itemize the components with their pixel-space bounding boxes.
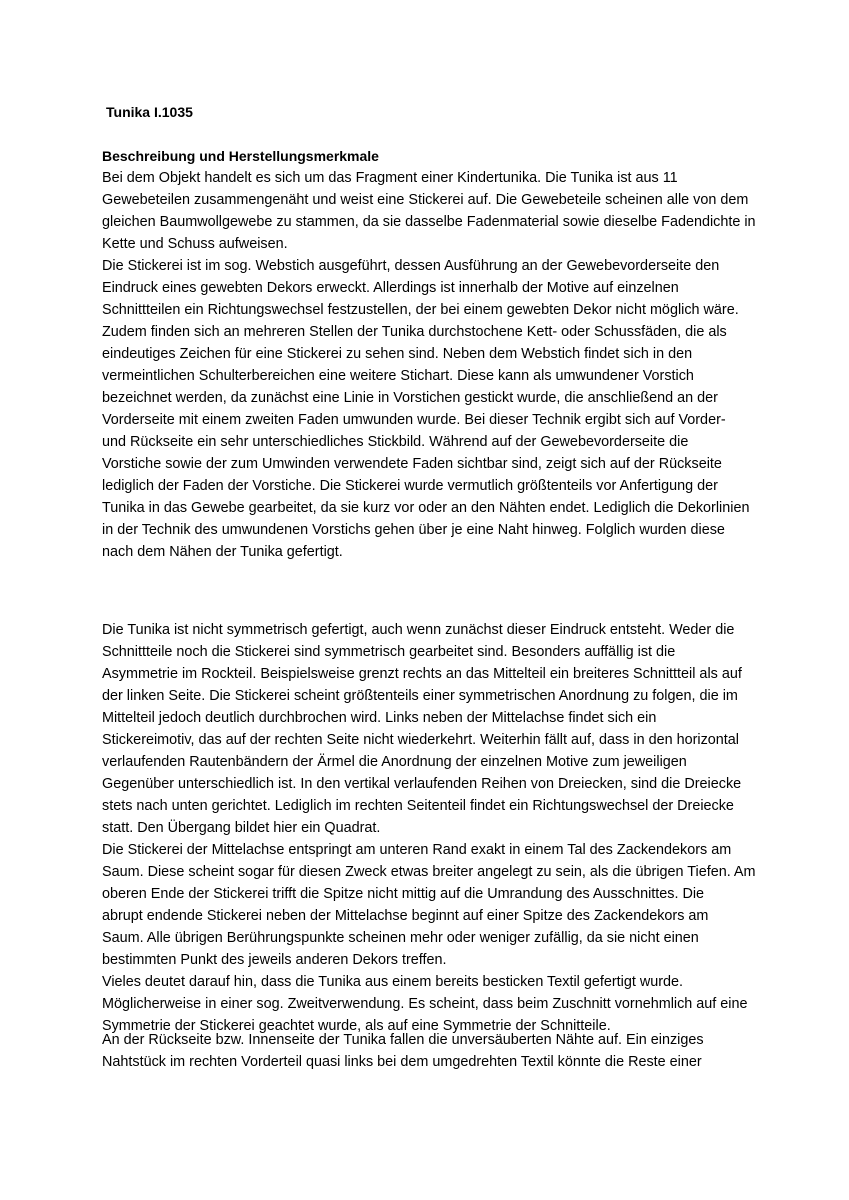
text-line: Gegenüber unterschiedlich ist. In den vertikal verlaufenden Reihen von Dreiecken, sind die Dreiecke — [102, 776, 742, 792]
text-line: Tunika in das Gewebe gearbeitet, da sie kurz vor oder an den Nähten endet. Lediglich die Dekorlinien — [102, 500, 750, 516]
text-line: Kette und Schuss aufweisen. — [102, 236, 288, 252]
text-line: Saum. Diese scheint sogar für diesen Zweck etwas breiter angelegt zu sein, als die übrigen Tiefen. Am — [102, 864, 756, 880]
text-line: Die Stickerei ist im sog. Webstich ausgeführt, dessen Ausführung an der Gewebevorderseite den — [102, 258, 720, 274]
text-line: Die Tunika ist nicht symmetrisch gefertigt, auch wenn zunächst dieser Eindruck entsteht. Weder die — [102, 622, 735, 638]
description-section — [102, 145, 762, 563]
text-line: Eindruck eines gewebten Dekors erweckt. Allerdings ist innerhalb der Motive auf einzelnen — [102, 280, 679, 296]
text-line: nach dem Nähen der Tunika gefertigt. — [102, 544, 343, 560]
text-line: Vorderseite mit einem zweiten Faden umwunden wurde. Bei dieser Technik ergibt sich auf Vorder- — [102, 412, 726, 428]
text-line: statt. Den Übergang bildet hier ein Quadrat. — [102, 820, 381, 836]
text-line: bezeichnet werden, da zunächst eine Linie in Vorstichen gestickt wurde, die anschließend an der — [102, 390, 718, 406]
text-line: lediglich der Faden der Vorstiche. Die Stickerei wurde vermutlich größtenteils vor Anfertigung der — [102, 478, 718, 494]
symmetry-section — [102, 619, 762, 1037]
text-line: verlaufenden Rautenbändern der Ärmel die Anordnung der einzelnen Motive zum jeweiligen — [102, 754, 687, 770]
text-line: Stickereimotiv, das auf der rechten Seite nicht wiederkehrt. Weiterhin fällt auf, dass in den horizontal — [102, 732, 739, 748]
text-line: Symmetrie der Stickerei geachtet wurde, als auf eine Symmetrie der Schnitteile. — [102, 1018, 611, 1034]
text-line: vermeintlichen Schulterbereichen eine weitere Stichart. Diese kann als umwundener Vorstich — [102, 368, 694, 384]
section-heading: Beschreibung und Herstellungsmerkmale — [102, 148, 379, 164]
text-line: abrupt endende Stickerei neben der Mittelachse beginnt auf einer Spitze des Zackendekors am — [102, 908, 709, 924]
text-line: An der Rückseite bzw. Innenseite der Tunika fallen die unversäuberten Nähte auf. Ein einziges — [102, 1032, 704, 1048]
text-line: Bei dem Objekt handelt es sich um das Fragment einer Kindertunika. Die Tunika ist aus 11 — [102, 170, 678, 186]
text-line: Zudem finden sich an mehreren Stellen der Tunika durchstochene Kett- oder Schussfäden, die als — [102, 324, 727, 340]
text-line: Gewebeteilen zusammengenäht und weist eine Stickerei auf. Die Gewebeteile scheinen alle von dem — [102, 192, 749, 208]
text-line: Schnittteilen ein Richtungswechsel festzustellen, der bei einem gewebten Dekor nicht möglich wäre. — [102, 302, 739, 318]
text-line: eindeutiges Zeichen für eine Stickerei zu sehen sind. Neben dem Webstich findet sich in den — [102, 346, 693, 362]
text-line: in der Technik des umwundenen Vorstichs gehen über je eine Naht hinweg. Folglich wurden diese — [102, 522, 725, 538]
seams-section — [102, 1029, 762, 1073]
document-title: Tunika I.1035 — [106, 104, 193, 120]
text-line: bestimmten Punkt des jeweils anderen Dekors treffen. — [102, 952, 447, 968]
text-line: der linken Seite. Die Stickerei scheint größtenteils einer symmetrischen Anordnung zu folgen, die im — [102, 688, 738, 704]
text-line: Vorstiche sowie der zum Umwinden verwendete Faden sichtbar sind, zeigt sich auf der Rückseite — [102, 456, 722, 472]
text-line: Vieles deutet darauf hin, dass die Tunika aus einem bereits besticken Textil gefertigt wurde. — [102, 974, 684, 990]
text-line: Die Stickerei der Mittelachse entspringt am unteren Rand exakt in einem Tal des Zackendekors am — [102, 842, 732, 858]
text-line: Nahtstück im rechten Vorderteil quasi links bei dem umgedrehten Textil könnte die Reste einer — [102, 1054, 702, 1070]
text-line: gleichen Baumwollgewebe zu stammen, da sie dasselbe Fadenmaterial sowie dieselbe Fadendichte in — [102, 214, 756, 230]
text-line: Asymmetrie im Rockteil. Beispielsweise grenzt rechts an das Mittelteil ein breiteres Schnittteil als auf — [102, 666, 742, 682]
text-line: Mittelteil jedoch deutlich durchbrochen wird. Links neben der Mittelachse findet sich ein — [102, 710, 657, 726]
text-line: stets nach unten gerichtet. Lediglich im rechten Seitenteil findet ein Richtungswechsel der Dreiecke — [102, 798, 734, 814]
text-line: Schnittteile noch die Stickerei sind symmetrisch gearbeitet sind. Besonders auffällig ist die — [102, 644, 676, 660]
text-line: und Rückseite ein sehr unterschiedliches Stickbild. Während auf der Gewebevorderseite die — [102, 434, 689, 450]
text-line: Saum. Alle übrigen Berührungspunkte scheinen mehr oder weniger zufällig, da sie nicht einen — [102, 930, 699, 946]
text-line: oberen Ende der Stickerei trifft die Spitze nicht mittig auf die Umrandung des Ausschnittes. Die — [102, 886, 705, 902]
text-line: Möglicherweise in einer sog. Zweitverwendung. Es scheint, dass beim Zuschnitt vornehmlich auf eine — [102, 996, 748, 1012]
